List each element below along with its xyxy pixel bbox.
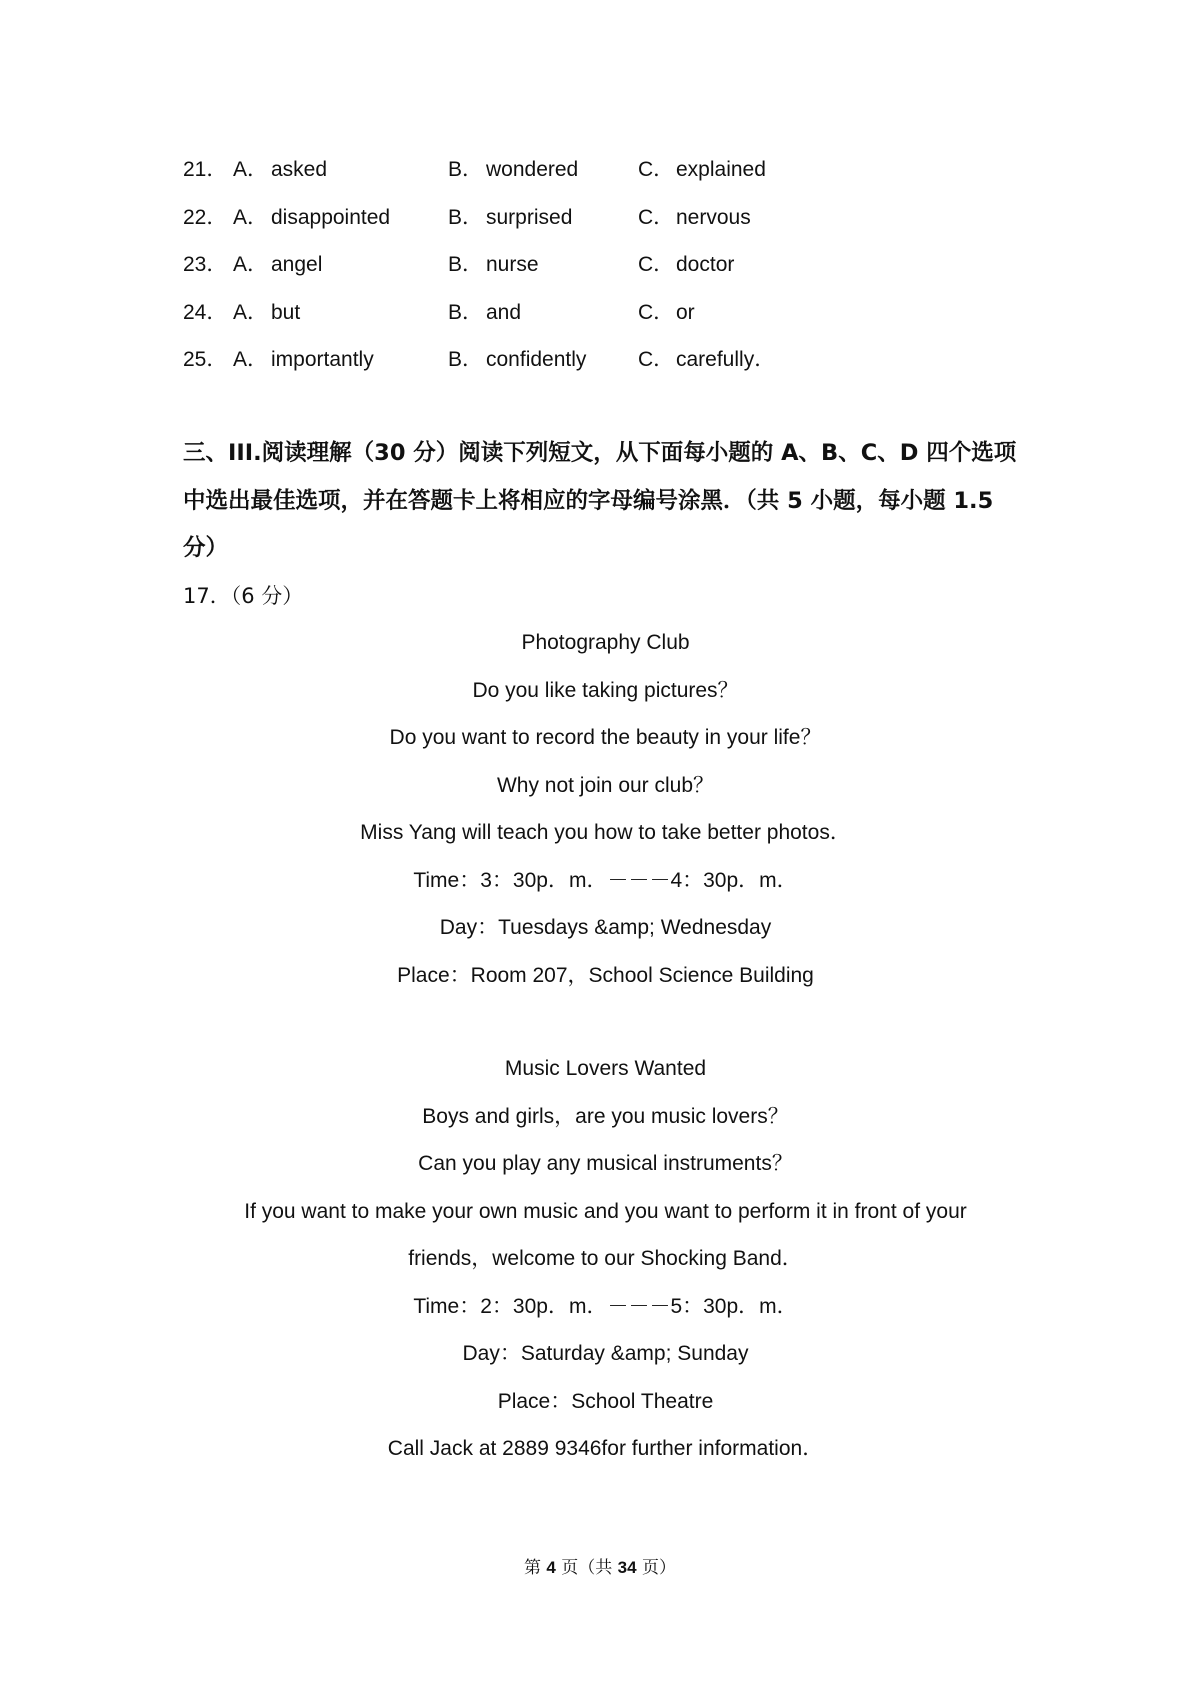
option-a-text: angel [271,253,323,276]
question-number: 22． [183,205,228,229]
option-row-21 [183,150,1083,198]
option-row-24 [183,293,1083,341]
footer-page-number: 4 [546,1558,556,1577]
ad-line: Do you like taking pictures？ [472,678,739,702]
option-row-22 [183,198,1083,246]
ad-time: Time：2：30p．m．－－－5：30p．m． [413,1294,798,1318]
ad-day: Day：Tuesdays &amp; Wednesday [439,916,772,939]
option-c-letter: C． [638,205,675,229]
ad-line: friends，welcome to our Shocking Band． [408,1247,803,1270]
section-heading: 三、III.阅读理解（30 分）阅读下列短文，从下面每小题的 A、B、C、D 四个选项中选出最佳选项，并在答题卡上将相应的字母编号涂黑．（共 5 小题，每小题 1.5 分） [183,440,1017,561]
option-b-text: and [486,300,522,324]
option-a-letter: A． [233,253,269,276]
subquestion-label: 17．（6 分） [183,584,304,608]
option-a-text: disappointed [271,205,391,229]
option-c-text: explained [676,158,766,181]
option-b-text: nurse [486,253,539,276]
ad-place: Place：Room 207，School Science Building [397,963,814,987]
option-b-letter: B． [448,205,484,229]
footer-suffix: 页） [642,1558,676,1578]
option-a-text: but [271,300,301,324]
option-row-23 [183,245,1083,293]
ad-line: If you want to make your own music and you want to perform it in front of your [244,1199,967,1223]
option-c-text: carefully． [676,348,776,371]
footer-mid: 页（共 [561,1558,613,1578]
option-c-letter: C． [638,348,675,371]
option-a-letter: A． [233,205,269,229]
option-b-text: confidently [486,348,587,371]
ad-line: Can you play any musical instruments？ [418,1152,793,1175]
option-c-text: doctor [676,253,735,276]
ad-line: Boys and girls，are you music lovers？ [422,1104,789,1128]
option-a-text: importantly [271,348,374,371]
question-number: 21． [183,158,228,181]
question-number: 23． [183,253,228,276]
option-c-text: or [676,300,695,324]
footer-total-pages: 34 [617,1558,637,1577]
question-number: 24． [183,300,228,324]
ad-place: Place：School Theatre [497,1389,714,1413]
option-c-letter: C． [638,158,675,181]
ad-line: Why not join our club？ [496,773,715,797]
option-a-text: asked [271,158,328,181]
ad-line: Miss Yang will teach you how to take better photos． [360,821,851,844]
ad-day: Day：Saturday &amp; Sunday [462,1342,749,1365]
option-c-text: nervous [676,205,751,229]
option-a-letter: A． [233,158,269,181]
option-b-letter: B． [448,158,484,181]
ad-contact: Call Jack at 2889 9346for further information． [387,1437,824,1460]
question-number: 25． [183,348,228,371]
ad-title: Music Lovers Wanted [504,1057,707,1080]
option-b-text: wondered [486,158,579,181]
option-c-letter: C． [638,253,675,276]
ad-line: Do you want to record the beauty in your life？ [389,726,822,749]
option-b-text: surprised [486,205,573,229]
ad-title: Photography Club [521,631,690,654]
page-footer [0,1553,1200,1578]
option-b-letter: B． [448,300,484,324]
option-b-letter: B． [448,348,484,371]
option-a-letter: A． [233,300,269,324]
ad-time: Time：3：30p．m．－－－4：30p．m． [413,868,798,892]
footer-prefix: 第 [523,1558,541,1578]
photography-club-ad [183,623,1028,1003]
option-c-letter: C． [638,300,675,324]
option-a-letter: A． [233,348,269,371]
option-b-letter: B． [448,253,484,276]
options-list [183,150,1083,388]
music-lovers-ad [183,1049,1028,1477]
option-row-25 [183,340,1083,388]
